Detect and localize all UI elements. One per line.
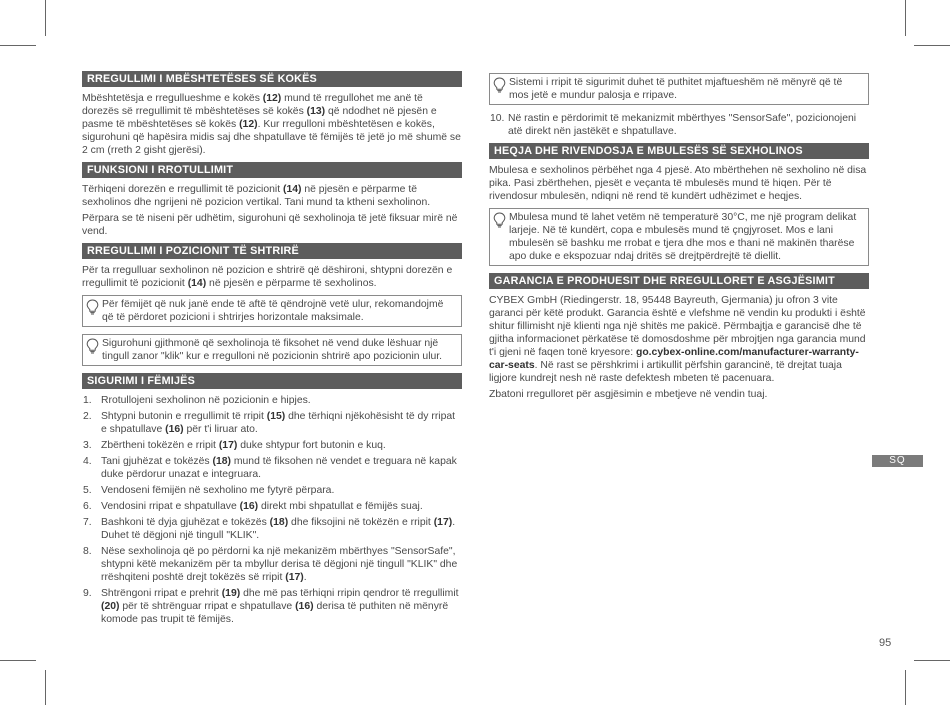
- crop-mark: [905, 0, 906, 36]
- list-item: 1. Rrotullojeni sexholinon në pozicionin e hipjes.: [83, 395, 311, 406]
- tip-note-washing: Mbulesa mund të lahet vetëm në temperaturë 30°C, me një program delikat larjeje. Në të kundërt, copa e mbulesës mund të çngjyroset. Mos e lani mbulesën së bashku me rrobat e tjera dhe mos e thani në makinën tharëse apo duke e ekspozuar ndaj dritës së drejtpërdrejtë të diellit.: [489, 208, 869, 266]
- section-heading-warranty: GARANCIA E PRODHUESIT DHE RREGULLORET E ASGJËSIMIT: [489, 273, 869, 289]
- section-heading-headrest: RREGULLIMI I MBËSHTETËSES SË KOKËS: [82, 71, 462, 87]
- securing-steps-list: [82, 394, 462, 626]
- lightbulb-icon: [493, 212, 506, 228]
- list-item: 7. Bashkoni të dyja gjuhëzat e tokëzës (18) dhe fiksojini në tokëzën e rripit (17). Duhet të dëgjoni një tingull "KLIK".: [83, 517, 456, 541]
- crop-mark: [45, 0, 46, 36]
- left-column: [82, 71, 462, 629]
- rotation-paragraph-2: Përpara se të niseni për udhëtim, sigurohuni që sexholinoja të jetë fiksuar mirë në vend.: [82, 213, 458, 237]
- list-item: 4. Tani gjuhëzat e tokëzës (18) mund të fiksohen në vendet e treguara në kapak duke përdorur unazat e integruara.: [83, 456, 457, 480]
- list-item: 5. Vendoseni fëmijën në sexholino me fytyrë përpara.: [83, 485, 335, 496]
- securing-steps-list-continued: [489, 112, 869, 138]
- lightbulb-icon: [86, 338, 99, 354]
- section-heading-cover: HEQJA DHE RIVENDOSJA E MBULESËS SË SEXHOLINOS: [489, 143, 869, 159]
- list-item: 8. Nëse sexholinoja që po përdorni ka një mekanizëm mbërthyes "SensorSafe", shtypni këtë mekanizëm për ta mbyllur derisa të dëgjoni një tingull "KLIK" dhe rrëshqiteni poshtë drejt tokëzës së rripit (17).: [83, 546, 458, 583]
- lightbulb-icon: [493, 77, 506, 93]
- section-heading-rotation: FUNKSIONI I RROTULLIMIT: [82, 162, 462, 178]
- cover-paragraph: Mbulesa e sexholinos përbëhet nga 4 pjesë. Ato mbërthehen në sexholino në disa pika. Pasi zbërthehen, pjesët e veçanta të mbulesës mund të hiqen. Për të rivendosur mbulesën, ndiqni në rend të kundërt udhëzimet e heqjes.: [489, 165, 867, 202]
- list-item: 3. Zbërtheni tokëzën e rripit (17) duke shtypur fort butonin e kuq.: [83, 440, 386, 451]
- section-heading-recline: RREGULLIMI I POZICIONIT TË SHTRIRË: [82, 243, 462, 259]
- section-heading-securing: SIGURIMI I FËMIJËS: [82, 373, 462, 389]
- tip-note-click: Sigurohuni gjithmonë që sexholinoja të fiksohet në vend duke lëshuar një tingull zanor "klik" kur e rregulloni në pozicionin shtrirë apo pozicionin ulur.: [82, 334, 462, 366]
- rotation-paragraph-1: Tërhiqeni dorezën e rregullimit të pozicionit (14) në pjesën e përparme të sexholinos dhe ngrijeni në pozicion vertikal. Tani mund ta ktheni sexholinon.: [82, 184, 431, 208]
- list-item: 6. Vendosini rripat e shpatullave (16) direkt mbi shpatullat e fëmijës suaj.: [83, 501, 423, 512]
- crop-mark: [0, 45, 36, 46]
- crop-mark: [0, 660, 36, 661]
- right-column: [489, 71, 869, 404]
- crop-mark: [905, 670, 906, 705]
- language-tab: SQ: [872, 455, 923, 467]
- page-number: 95: [879, 637, 892, 649]
- crop-mark: [914, 660, 950, 661]
- crop-mark: [45, 670, 46, 705]
- tip-note-recline: Për fëmijët që nuk janë ende të aftë të qëndrojnë vetë ulur, rekomandojmë që të përdoret pozicioni i shtrirjes horizontale maksimale.: [82, 295, 462, 327]
- recline-paragraph: Për ta rregulluar sexholinon në pozicion e shtrirë që dëshironi, shtypni dorezën e rregullimit të pozicionit (14) në pjesën e përparme të sexholinos.: [82, 265, 453, 289]
- disposal-paragraph: Zbatoni rregulloret për asgjësimin e mbetjeve në vendin tuaj.: [489, 389, 768, 400]
- list-item: 10. Në rastin e përdorimit të mekanizmit mbërthyes "SensorSafe", pozicionojeni atë direkt nën jastëkët e shpatullave.: [490, 113, 857, 137]
- headrest-paragraph: Mbështetësja e rregullueshme e kokës (12) mund të rregullohet me anë të dorezës së rregullimit të mbështetëses së kokës (13) që ndodhet në pjesën e pasme të mbështetëses së kokës (12). Kur rregulloni mbështetësen e kokës, sigurohuni që hapësira midis saj dhe shpatullave të fëmijës të jetë jo më shumë se 2 cm (rreth 2 gisht gjerësi).: [82, 93, 461, 156]
- list-item: 9. Shtrëngoni rripat e prehrit (19) dhe më pas tërhiqni rripin qendror të rregullimit (20) për të shtrënguar rripat e shpatullave (16) derisa të puthiten në mënyrë komode pas trupit të fëmijës.: [83, 588, 459, 625]
- lightbulb-icon: [86, 299, 99, 315]
- warranty-link: go.cybex-online.com/manufacturer-warranty-car-seats: [489, 347, 859, 371]
- crop-mark: [914, 45, 950, 46]
- warranty-paragraph: CYBEX GmbH (Riedingerstr. 18, 95448 Bayreuth, Gjermania) ju ofron 3 vite garanci për këtë produkt. Garancia është e vlefshme në vendin ku produkti i është shitur fillimisht një klienti nga një shitës me pakicë. Përmbajtja e garancisë dhe të gjitha informacionet përkatëse të domosdoshme për mbrojtjen nga garancia mund t'i gjeni në faqen tonë kryesore: go.cybex-online.com/manufacturer-warranty-car-seats. Në rast se përshkrimi i artikullit përfshin garancinë, të drejtat tuaja ligjore kundrejt nesh në raste defektesh mbeten të pacenuara.: [489, 295, 866, 384]
- tip-note-harness: Sistemi i rripit të sigurimit duhet të puthitet mjaftueshëm në mënyrë që të mos jetë e mundur palosja e rripave.: [489, 73, 869, 105]
- list-item: 2. Shtypni butonin e rregullimit të rripit (15) dhe tërhiqni njëkohësisht të dy rripat e shpatullave (16) për t'i liruar ato.: [83, 411, 456, 435]
